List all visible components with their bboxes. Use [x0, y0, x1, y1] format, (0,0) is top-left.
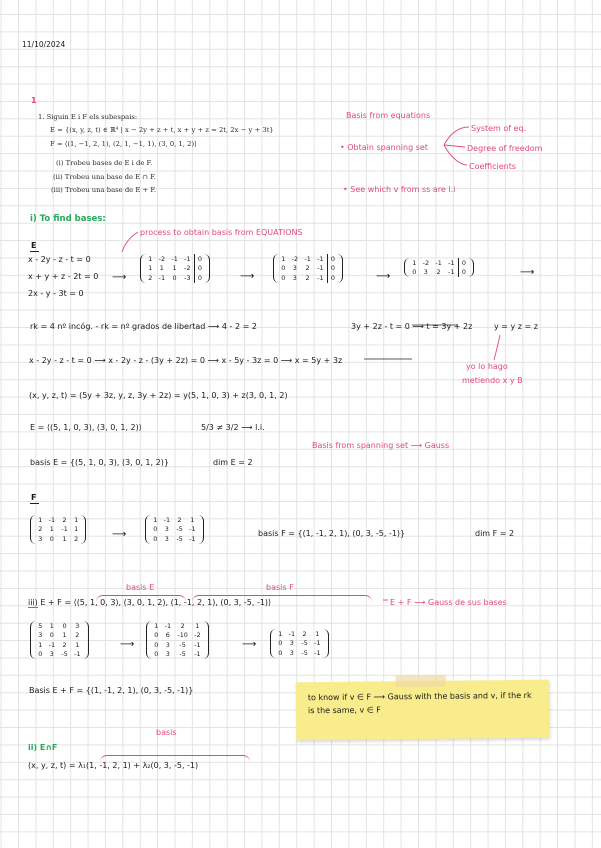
rank-line: rk = 4 nº incóg. - rk = nº grados de libertad ⟶ 4 - 2 = 2	[30, 322, 257, 331]
matrix-cell: 2	[74, 534, 79, 543]
matrix-cell: 0	[154, 650, 159, 659]
matrix-cell: -2	[422, 258, 430, 267]
basis-E-plus-F: Basis E + F = {(1, -1, 2, 1), (0, 3, -5, -1)}	[29, 686, 194, 695]
matrix-cell: 0	[458, 268, 469, 278]
matrix-cell: 0	[281, 264, 286, 273]
matrix-cell: 1	[75, 640, 80, 649]
matrix-cell: 2	[62, 640, 67, 649]
matrix-cell: -1	[314, 648, 321, 657]
matrix-cell: 1	[49, 621, 54, 630]
matrix-cell: 0	[281, 273, 286, 282]
matrix-cell: 6	[165, 631, 170, 640]
parametric-line: (x, y, z, t) = (5y + 3z, y, z, 3y + 2z) = y(5, 1, 0, 3) + z(3, 0, 1, 2)	[29, 391, 288, 400]
section-ii-heading: ii) E∩F	[28, 743, 58, 752]
matrix-cell: 1	[172, 264, 177, 273]
matrix-cell: 2	[305, 273, 310, 282]
matrix-cell: 3	[292, 264, 297, 273]
basis-E: basis E = {(5, 1, 0, 3), (3, 0, 1, 2)}	[30, 458, 169, 467]
matrix-cell: -1	[164, 621, 172, 630]
matrix-cell: 2	[180, 621, 185, 630]
matrix-cell: -1	[74, 650, 81, 659]
arrow: ⟶	[520, 267, 535, 278]
matrix-cell: 1	[159, 264, 164, 273]
matrix-cell: -2	[184, 264, 191, 273]
matrix-cell: 3	[164, 525, 169, 534]
matrix-cell: -2	[291, 254, 299, 263]
matrix-cell: 1	[148, 264, 153, 273]
matrix-cell: -5	[301, 639, 308, 648]
equation-1: x - 2y - z - t = 0	[28, 255, 91, 264]
matrix-cell: -1	[163, 515, 171, 524]
matrix-cell: -1	[194, 650, 201, 659]
note-system-of-eq: System of eq.	[471, 124, 527, 133]
E-label: E	[31, 241, 37, 250]
matrix-cell: 2	[436, 268, 441, 277]
matrix-cell: 1	[74, 525, 79, 534]
label-basis: basis	[156, 728, 177, 737]
matrix-cell: 5	[38, 621, 43, 630]
matrix-cell: 1	[278, 629, 283, 638]
matrix-cell: -1	[317, 264, 324, 273]
matrix-cell: -1	[171, 254, 178, 263]
note-obtain-spanning-set: • Obtain spanning set	[340, 143, 428, 152]
matrix-cell: 2	[38, 525, 43, 534]
matrix-cell: -3	[184, 273, 191, 282]
matrix-cell: 1	[190, 515, 195, 524]
matrix-cell: 3	[38, 534, 43, 543]
matrix-cell: 1	[62, 534, 67, 543]
sticky-note-text: to know if v ∈ F ⟶ Gauss with the basis and v, if the rk is the same, v ∈ F	[307, 690, 532, 715]
matrix-cell: -1	[48, 515, 56, 524]
matrix-cell: -5	[176, 534, 183, 543]
matrix-cell: 0	[49, 534, 54, 543]
matrix-cell: -1	[48, 640, 56, 649]
problem-number: 1	[31, 96, 37, 105]
matrix-cell: -5	[176, 525, 183, 534]
equation-3: 2x - y - 3t = 0	[28, 289, 84, 298]
E-plus-F-span: iii) E + F = ⟨(5, 1, 0, 3), (3, 0, 1, 2), (1, -1, 2, 1), (0, 3, -5, -1)⟩	[28, 598, 272, 607]
eq-substitution: 3y + 2z - t = 0 ⟶ t = 3y + 2z	[351, 322, 473, 331]
E-span: E = ⟨(5, 1, 0, 3), (3, 0, 1, 2)⟩	[30, 423, 142, 432]
matrix-cell: 3	[164, 534, 169, 543]
label-basis-E: basis E	[126, 583, 155, 592]
note-gauss-bases: E + F ⟶ Gauss de sus bases	[390, 598, 507, 607]
note-degree-of-freedom: Degree of freedom	[467, 144, 543, 153]
matrix-cell: -1	[288, 629, 296, 638]
matrix-cell: 0	[172, 273, 177, 282]
basis-F: basis F = {(1, -1, 2, 1), (0, 3, -5, -1)}	[258, 529, 406, 538]
matrix-cell: -10	[177, 631, 188, 640]
matrix-cell: 1	[62, 631, 67, 640]
matrix-cell: 1	[49, 525, 54, 534]
intersection-combination: (x, y, z, t) = λ₁(1, -1, 2, 1) + λ₂(0, 3, -5, -1)	[28, 761, 199, 770]
matrix-cell: 0	[327, 254, 338, 264]
matrix-cell: 0	[327, 273, 338, 283]
matrix-cell: 1	[154, 621, 159, 630]
matrix-cell: -1	[158, 273, 166, 282]
arrow: ⟶	[120, 639, 135, 650]
matrix-cell: 0	[194, 264, 205, 274]
matrix-cell: 3	[165, 640, 170, 649]
matrix-cell: -5	[301, 648, 308, 657]
matrix-cell: -1	[189, 525, 196, 534]
matrix-cell: 1	[38, 640, 43, 649]
arrow: ⟶	[242, 639, 257, 650]
matrix-cell: -2	[158, 254, 166, 263]
matrix-cell: 1	[315, 629, 320, 638]
F-label: F	[31, 493, 37, 502]
matrix-cell: 0	[154, 631, 159, 640]
arrow: ⟶	[376, 271, 391, 282]
matrix-cell: 1	[153, 515, 158, 524]
matrix-cell: 1	[412, 258, 417, 267]
matrix-cell: -5	[179, 640, 186, 649]
matrix-cell: 3	[75, 621, 80, 630]
arrow: ⟶	[112, 529, 127, 540]
free-variables: y = y z = z	[494, 322, 538, 331]
matrix-cell: 0	[49, 631, 54, 640]
arrow: ⟶	[240, 271, 255, 282]
section-i-heading: i) To find bases:	[30, 214, 106, 224]
matrix-cell: 3	[49, 650, 54, 659]
note-yo-lo-hago: yo lo hago	[466, 362, 508, 371]
matrix-cell: 1	[281, 254, 286, 263]
arrow-yo-lo-hago	[494, 335, 500, 360]
matrix-cell: 0	[194, 254, 205, 264]
matrix-cell: -1	[448, 268, 455, 277]
matrix-cell: 1	[38, 515, 43, 524]
matrix-cell: 3	[289, 639, 294, 648]
note-basis-from-equations: Basis from equations	[346, 111, 431, 120]
note-see-which: • See which v from ss are l.i	[343, 185, 456, 194]
matrix-cell: 0	[458, 258, 469, 268]
matrix-cell: -1	[304, 254, 311, 263]
matrix-cell: 3	[38, 631, 43, 640]
matrix-cell: 0	[412, 268, 417, 277]
part-ii: (ii) Trobeu una base de E ∩ F.	[53, 173, 156, 181]
matrix-cell: -1	[448, 258, 455, 267]
matrix-cell: 1	[148, 254, 153, 263]
matrix-cell: 3	[423, 268, 428, 277]
process-note: process to obtain basis from EQUATIONS	[140, 228, 303, 237]
matrix-cell: 2	[75, 631, 80, 640]
dim-E: dim E = 2	[213, 458, 253, 467]
subspace-E-definition: E = {(x, y, z, t) ∈ ℝ⁴ | x − 2y + z + t, x + y + z = 2t, 2x − y + 3t}	[50, 126, 274, 134]
matrix-cell: 0	[327, 264, 338, 274]
note-metiendo: metiendo x y B	[462, 376, 523, 385]
matrix-cell: 3	[289, 648, 294, 657]
part-iii: (iii) Trobeu una base de E + F.	[51, 186, 157, 194]
arrow-to-coefficients	[444, 145, 467, 165]
matrix-cell: -2	[194, 631, 201, 640]
matrix-cell: 2	[305, 264, 310, 273]
dim-F: dim F = 2	[475, 529, 515, 538]
matrix-cell: 2	[177, 515, 182, 524]
matrix-cell: 2	[148, 273, 153, 282]
matrix-cell: 0	[278, 648, 283, 657]
matrix-cell: -5	[61, 650, 68, 659]
matrix-cell: -5	[179, 650, 186, 659]
matrix-cell: -1	[317, 254, 324, 263]
equation-2: x + y + z - 2t = 0	[28, 272, 99, 281]
matrix-cell: 2	[62, 515, 67, 524]
arrow-to-degree	[444, 145, 465, 147]
matrix-cell: 0	[194, 273, 205, 283]
independence-check: 5/3 ≠ 3/2 ⟶ l.i.	[201, 423, 265, 432]
matrix-cell: 0	[38, 650, 43, 659]
date: 11/10/2024	[22, 40, 66, 49]
matrix-cell: 2	[302, 629, 307, 638]
matrix-cell: 3	[292, 273, 297, 282]
part-i: (i) Trobeu bases de E i de F.	[56, 159, 153, 167]
matrix-cell: 0	[153, 525, 158, 534]
matrix-cell: 0	[62, 621, 67, 630]
matrix-cell: 1	[74, 515, 79, 524]
problem-statement: 1. Siguin E i F els subespais:	[38, 113, 138, 121]
matrix-cell: -1	[61, 525, 68, 534]
matrix-cell: -1	[194, 640, 201, 649]
note-basis-spanning-gauss: Basis from spanning set ⟶ Gauss	[312, 441, 450, 450]
matrix-cell: -1	[189, 534, 196, 543]
label-basis-F: basis F	[266, 583, 294, 592]
matrix-cell: -1	[435, 258, 442, 267]
note-coefficients: Coefficients	[469, 162, 517, 171]
matrix-cell: 0	[278, 639, 283, 648]
arrow-to-system	[444, 127, 469, 145]
matrix-cell: 0	[153, 534, 158, 543]
matrix-cell: 0	[154, 640, 159, 649]
matrix-cell: -1	[314, 639, 321, 648]
arrow-process	[122, 232, 138, 252]
matrix-cell: -1	[184, 254, 191, 263]
subspace-F-definition: F = ⟨(1, −1, 2, 1), (2, 1, −1, 1), (3, 0, 1, 2)⟩	[50, 140, 197, 148]
arrow: ⟶	[112, 272, 127, 283]
substitution-line: x - 2y - z - t = 0 ⟶ x - 2y - z - (3y + 2z) = 0 ⟶ x - 5y - 3z = 0 ⟶ x = 5y + 3z	[29, 356, 343, 365]
matrix-cell: 1	[195, 621, 200, 630]
matrix-cell: 3	[165, 650, 170, 659]
matrix-cell: -1	[317, 273, 324, 282]
